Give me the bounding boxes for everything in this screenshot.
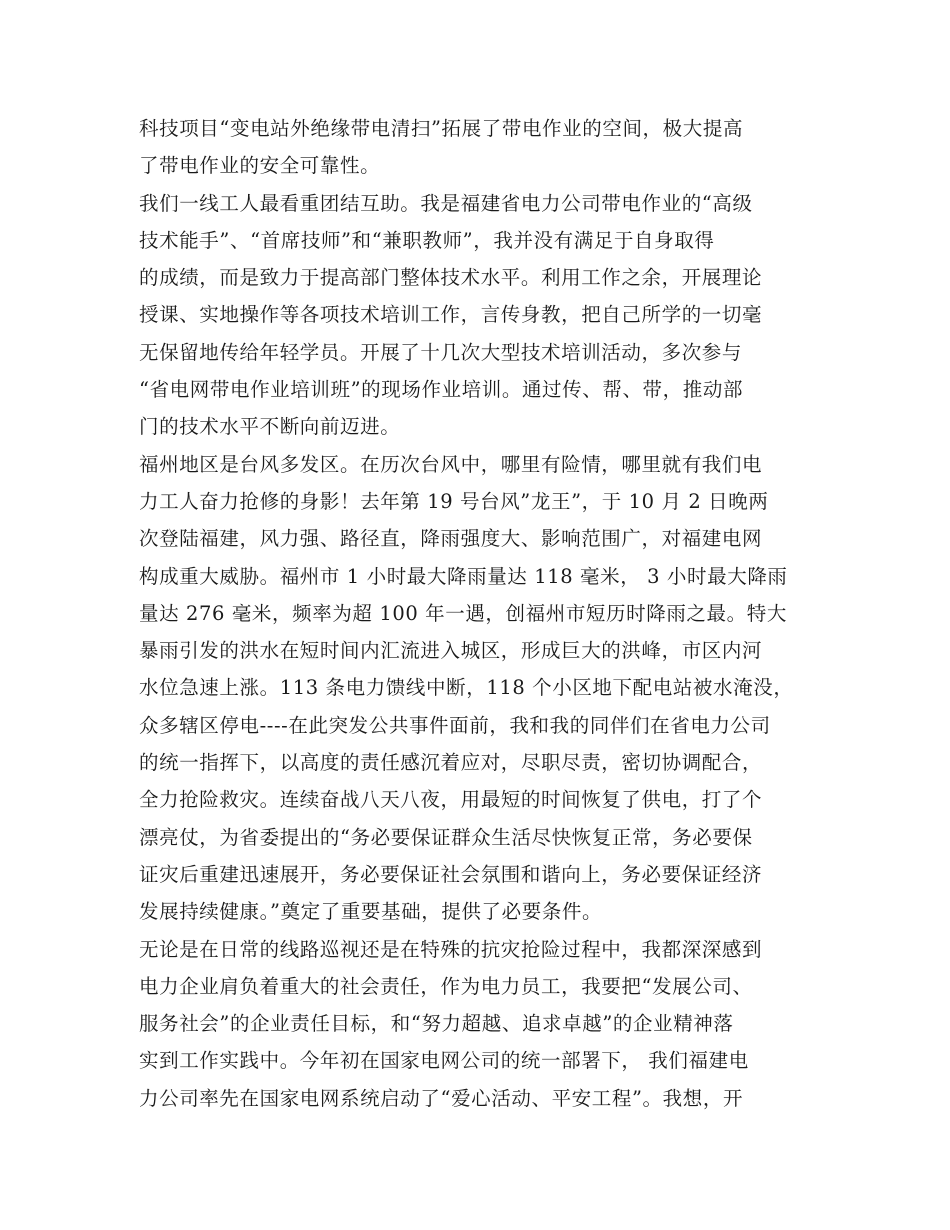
text-line: 暴雨引发的洪水在短时间内汇流进入城区，形成巨大的洪峰，市区内河 (139, 639, 763, 663)
text-line: 电力企业肩负着重大的社会责任，作为电力员工，我要把“发展公司、 (139, 974, 753, 998)
text-line: 水位急速上涨。113 条电力馈线中断，118 个小区地下配电站被水淹没， (139, 676, 794, 700)
text-line: 了带电作业的安全可靠性。 (139, 154, 381, 178)
text-line: 发展持续健康。”奠定了重要基础，提供了必要条件。 (139, 900, 603, 924)
text-line: 的统一指挥下，以高度的责任感沉着应对，尽职尽责，密切协调配合， (139, 751, 763, 775)
text-line: 服务社会”的企业责任目标，和“努力超越、追求卓越”的企业精神落 (139, 1012, 734, 1036)
text-line: 漂亮仗，为省委提出的“务必要保证群众生活尽快恢复正常，务必要保 (139, 825, 753, 849)
text-line: 构成重大威胁。福州市 1 小时最大降雨量达 118 毫米， 3 小时最大降雨 (139, 564, 788, 588)
body-text (139, 110, 819, 1117)
text-line: 全力抢险救灾。连续奋战八天八夜，用最短的时间恢复了供电，打了个 (139, 788, 763, 812)
text-line: 次登陆福建，风力强、路径直，降雨强度大、影响范围广，对福建电网 (139, 527, 763, 551)
text-line: 授课、实地操作等各项技术培训工作，言传身教，把自己所学的一切毫 (139, 303, 763, 327)
text-line: 门的技术水平不断向前迈进。 (139, 415, 401, 439)
text-line: 无论是在日常的线路巡视还是在特殊的抗灾抢险过程中，我都深深感到 (139, 937, 763, 961)
text-line: 的成绩，而是致力于提高部门整体技术水平。利用工作之余，开展理论 (139, 266, 763, 290)
text-line: 力公司率先在国家电网系统启动了“爱心活动、平安工程”。我想，开 (139, 1086, 744, 1110)
text-line: 实到工作实践中。今年初在国家电网公司的统一部署下， 我们福建电 (139, 1049, 749, 1073)
text-line: 众多辖区停电----在此突发公共事件面前，我和我的同伴们在省电力公司 (139, 713, 771, 737)
text-line: 证灾后重建迅速展开，务必要保证社会氛围和谐向上，务必要保证经济 (139, 862, 763, 886)
text-line: 量达 276 毫米，频率为超 100 年一遇，创福州市短历时降雨之最。特大 (139, 601, 787, 625)
text-line: “省电网带电作业培训班”的现场作业培训。通过传、帮、带，推动部 (139, 378, 744, 402)
text-line: 福州地区是台风多发区。在历次台风中，哪里有险情，哪里就有我们电 (139, 452, 763, 476)
text-line: 技术能手”、“首席技师”和“兼职教师”，我并没有满足于自身取得 (139, 228, 715, 252)
text-line: 力工人奋力抢修的身影！去年第 19 号台风”龙王”，于 10 月 2 日晚两 (139, 489, 769, 513)
text-line: 无保留地传给年轻学员。开展了十几次大型技术培训活动，多次参与 (139, 340, 743, 364)
text-line: 科技项目“变电站外绝缘带电清扫”拓展了带电作业的空间，极大提高 (139, 117, 744, 140)
text-line: 我们一线工人最看重团结互助。我是福建省电力公司带电作业的“高级 (139, 191, 753, 215)
